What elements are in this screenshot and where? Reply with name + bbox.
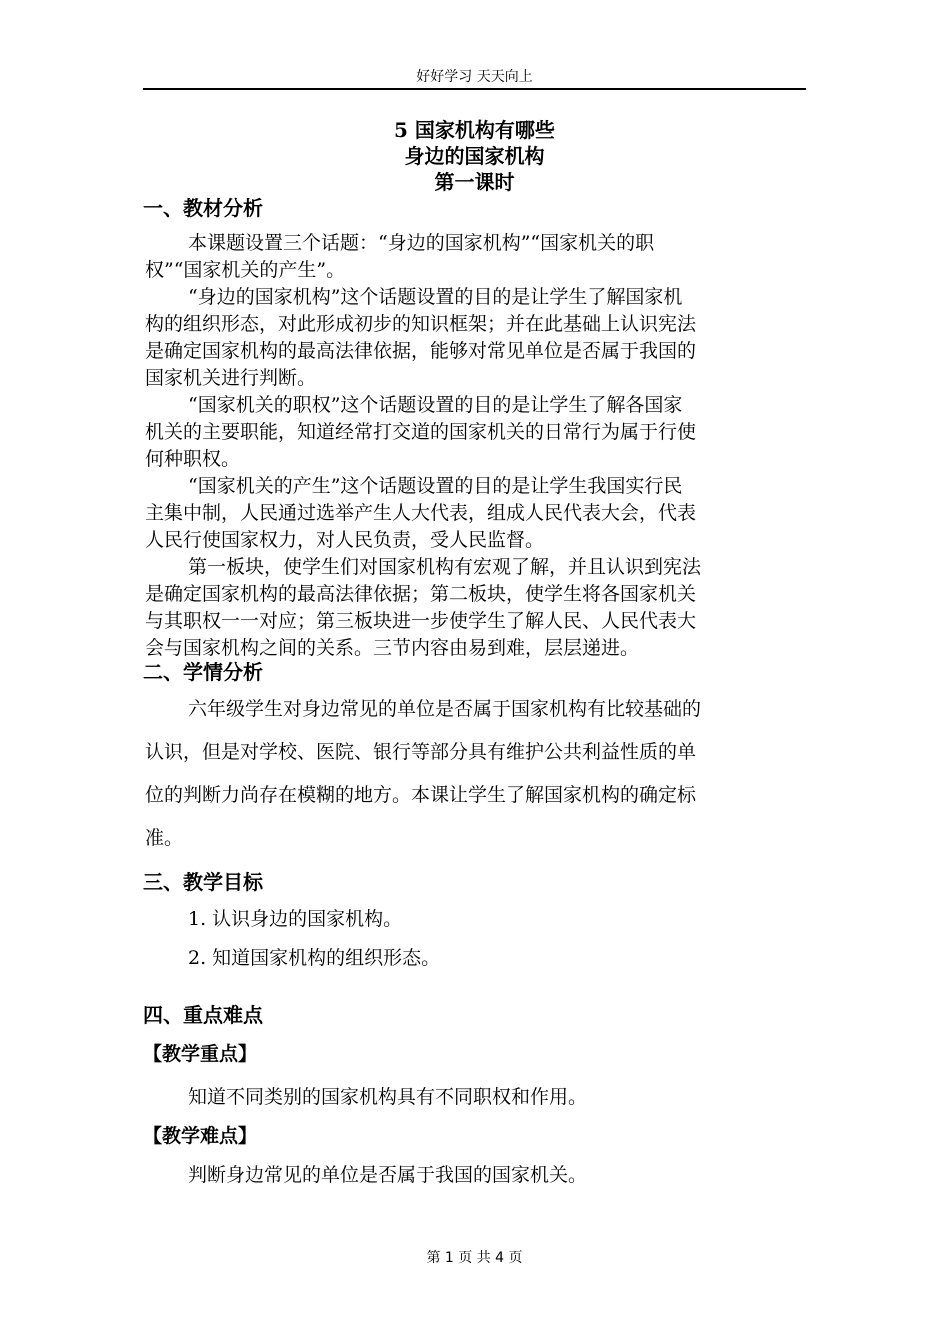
paragraph-line: 会与国家机构之间的关系。三节内容由易到难，层层递进。: [145, 637, 640, 659]
paragraph-line: 准。: [145, 827, 184, 849]
lesson-title: 身边的国家机构: [404, 144, 545, 168]
page-header: 好好学习 天天向上: [416, 69, 533, 85]
paragraph-line: 何种职权。: [145, 448, 241, 470]
paragraph-line: “国家机关的职权”这个话题设置的目的是让学生了解各国家: [188, 394, 683, 416]
paragraph-line: 机关的主要职能，知道经常打交道的国家机关的日常行为属于行使: [145, 421, 697, 443]
section-heading-teaching-goals: 三、教学目标: [143, 870, 263, 894]
paragraph-line: 主集中制，人民通过选举产生人大代表，组成人民代表大会，代表: [145, 502, 697, 524]
student-analysis-body: [145, 688, 805, 860]
paragraph-line: 位的判断力尚存在模糊的地方。本课让学生了解国家机构的确定标: [145, 784, 697, 806]
key-point-label: 【教学重点】: [143, 1043, 258, 1065]
paragraph-line: “身边的国家机构”这个话题设置的目的是让学生了解国家机: [188, 286, 683, 308]
difficulty-label: 【教学难点】: [143, 1125, 258, 1147]
paragraph-line: 是确定国家机构的最高法律依据，能够对常见单位是否属于我国的: [145, 340, 697, 362]
paragraph-line: 构的组织形态，对此形成初步的知识框架；并在此基础上认识宪法: [145, 313, 697, 335]
paragraph-line: 与其职权一一对应；第三板块进一步使学生了解人民、人民代表大: [145, 610, 697, 632]
difficulty-text: 判断身边常见的单位是否属于我国的国家机关。: [188, 1164, 588, 1186]
paragraph-line: 权”“国家机关的产生”。: [145, 259, 346, 281]
paragraph-line: 人民行使国家权力，对人民负责，受人民监督。: [145, 529, 545, 551]
textbook-analysis-body: [145, 230, 805, 662]
section-heading-student-analysis: 二、学情分析: [143, 660, 263, 684]
document-title: 5 国家机构有哪些: [394, 118, 555, 142]
paragraph-line: 第一板块，使学生们对国家机构有宏观了解，并且认识到宪法: [188, 556, 702, 578]
paragraph-line: 六年级学生对身边常见的单位是否属于国家机构有比较基础的: [188, 698, 702, 720]
paragraph-line: 本课题设置三个话题：“身边的国家机构”“国家机关的职: [188, 232, 655, 254]
paragraph-line: 认识，但是对学校、医院、银行等部分具有维护公共利益性质的单: [145, 741, 697, 763]
goal-item: 2. 知道国家机构的组织形态。: [188, 947, 441, 969]
page-footer: 第 1 页 共 4 页: [426, 1250, 523, 1266]
goal-item: 1. 认识身边的国家机构。: [188, 908, 403, 930]
paragraph-line: 国家机关进行判断。: [145, 367, 317, 389]
paragraph-line: 是确定国家机构的最高法律依据；第二板块，使学生将各国家机关: [145, 583, 697, 605]
header-rule: [143, 88, 806, 90]
paragraph-line: “国家机关的产生”这个话题设置的目的是让学生我国实行民: [188, 475, 683, 497]
key-point-text: 知道不同类别的国家机构具有不同职权和作用。: [188, 1086, 588, 1108]
section-heading-key-points: 四、重点难点: [143, 1003, 263, 1027]
lesson-period: 第一课时: [434, 170, 515, 194]
section-heading-textbook-analysis: 一、教材分析: [143, 196, 263, 220]
